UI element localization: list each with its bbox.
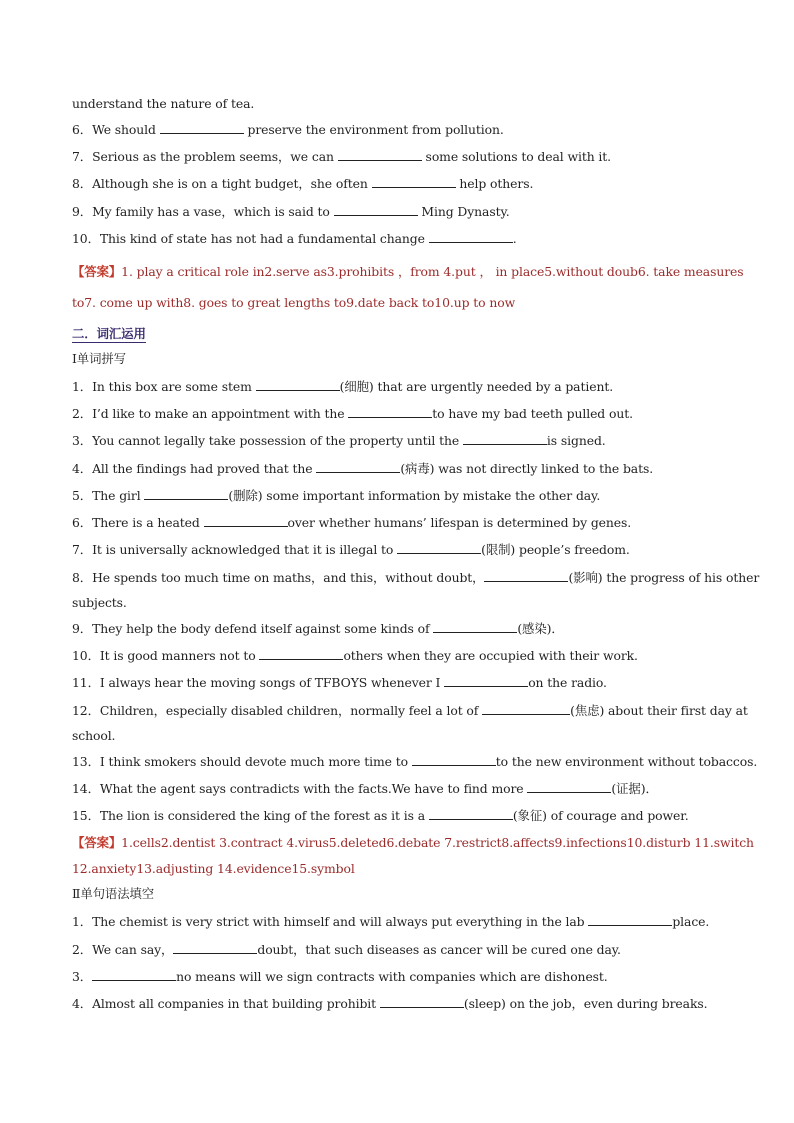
spelling-q10: 10．It is good manners not to others when they are occupied with their work. <box>72 648 638 663</box>
spelling-q13: 13．I think smokers should devote much more time to to the new environment without tobaccos. <box>72 754 758 769</box>
blank[interactable] <box>463 432 547 445</box>
spelling-q5: 5．The girl (删除) some important information by mistake the other day. <box>72 488 601 503</box>
spelling-q8: 8．He spends too much time on maths，and this，without doubt， (影响) the progress of his other <box>72 570 760 585</box>
spelling-q7: 7．It is universally acknowledged that it is illegal to (限制) people’s freedom. <box>72 542 630 557</box>
spelling-q12-cont: school. <box>72 728 116 743</box>
spelling-q2: 2．I’d like to make an appointment with the to have my bad teeth pulled out. <box>72 406 633 421</box>
grammar-q3: 3． no means will we sign contracts with companies which are dishonest. <box>72 969 608 984</box>
spelling-q11: 11．I always hear the moving songs of TFBOYS whenever I on the radio. <box>72 675 607 690</box>
answer-block-1-line1: 【答案】1. play a critical role in2.serve as3.prohibits ，from 4.put ， in place5.without doub6. take measures <box>72 264 744 279</box>
grammar-q2: 2．We can say， doubt，that such diseases as cancer will be cured one day. <box>72 942 621 957</box>
blank[interactable] <box>204 514 288 527</box>
section-heading: 二．词汇运用 <box>72 326 146 341</box>
question-6: 6．We should preserve the environment from pollution. <box>72 122 504 137</box>
spelling-q3: 3．You cannot legally take possession of the property until the is signed. <box>72 433 606 448</box>
blank[interactable] <box>433 620 517 633</box>
blank[interactable] <box>380 995 464 1008</box>
spelling-q6: 6．There is a heated over whether humans’ lifespan is determined by genes. <box>72 515 632 530</box>
answer-block-2-line2: 12.anxiety13.adjusting 14.evidence15.symbol <box>72 861 355 876</box>
question-7: 7．Serious as the problem seems，we can some solutions to deal with it. <box>72 149 612 164</box>
question-10: 10．This kind of state has not had a fundamental change . <box>72 231 517 246</box>
blank[interactable] <box>444 674 528 687</box>
blank[interactable] <box>160 121 244 134</box>
question-9: 9．My family has a vase，which is said to Ming Dynasty. <box>72 204 510 219</box>
blank[interactable] <box>372 175 456 188</box>
blank[interactable] <box>256 378 340 391</box>
grammar-q1: 1．The chemist is very strict with himself and will always put everything in the lab place. <box>72 914 710 929</box>
spelling-q4: 4．All the findings had proved that the (病毒) was not directly linked to the bats. <box>72 461 654 476</box>
part-heading-grammar: Ⅱ单句语法填空 <box>72 886 155 901</box>
blank[interactable] <box>484 569 568 582</box>
blank[interactable] <box>588 913 672 926</box>
spelling-q9: 9．They help the body defend itself against some kinds of (感染)． <box>72 621 564 636</box>
blank[interactable] <box>429 807 513 820</box>
grammar-q4: 4．Almost all companies in that building prohibit (sleep) on the job，even during breaks. <box>72 996 708 1011</box>
question-8: 8．Although she is on a tight budget，she often help others. <box>72 176 534 191</box>
spelling-q15: 15．The lion is considered the king of the forest as it is a (象征) of courage and power. <box>72 808 689 823</box>
spelling-q14: 14．What the agent says contradicts with the facts.We have to find more (证据)． <box>72 781 658 796</box>
blank[interactable] <box>144 487 228 500</box>
text-line: understand the nature of tea. <box>72 96 255 111</box>
blank[interactable] <box>482 702 570 715</box>
blank[interactable] <box>259 647 343 660</box>
blank[interactable] <box>412 753 496 766</box>
answer-tag: 【答案】 <box>72 835 122 850</box>
spelling-q8-cont: subjects. <box>72 595 127 610</box>
blank[interactable] <box>334 203 418 216</box>
answer-block-2-line1: 【答案】1.cells2.dentist 3.contract 4.virus5.deleted6.debate 7.restrict8.affects9.infections10.disturb 11.switch <box>72 835 754 850</box>
spelling-q1: 1．In this box are some stem (细胞) that are urgently needed by a patient. <box>72 379 614 394</box>
answer-block-1-line2: to7. come up with8. goes to great lengths to9.date back to10.up to now <box>72 295 516 310</box>
blank[interactable] <box>397 541 481 554</box>
blank[interactable] <box>429 230 513 243</box>
blank[interactable] <box>527 780 611 793</box>
blank[interactable] <box>338 148 422 161</box>
spelling-q12: 12．Children，especially disabled children，normally feel a lot of (焦虑) about their first day at <box>72 703 748 718</box>
blank[interactable] <box>316 460 400 473</box>
blank[interactable] <box>348 405 432 418</box>
blank[interactable] <box>92 968 176 981</box>
part-heading-spelling: Ⅰ单词拼写 <box>72 351 126 366</box>
answer-tag: 【答案】 <box>72 264 122 279</box>
blank[interactable] <box>173 941 257 954</box>
